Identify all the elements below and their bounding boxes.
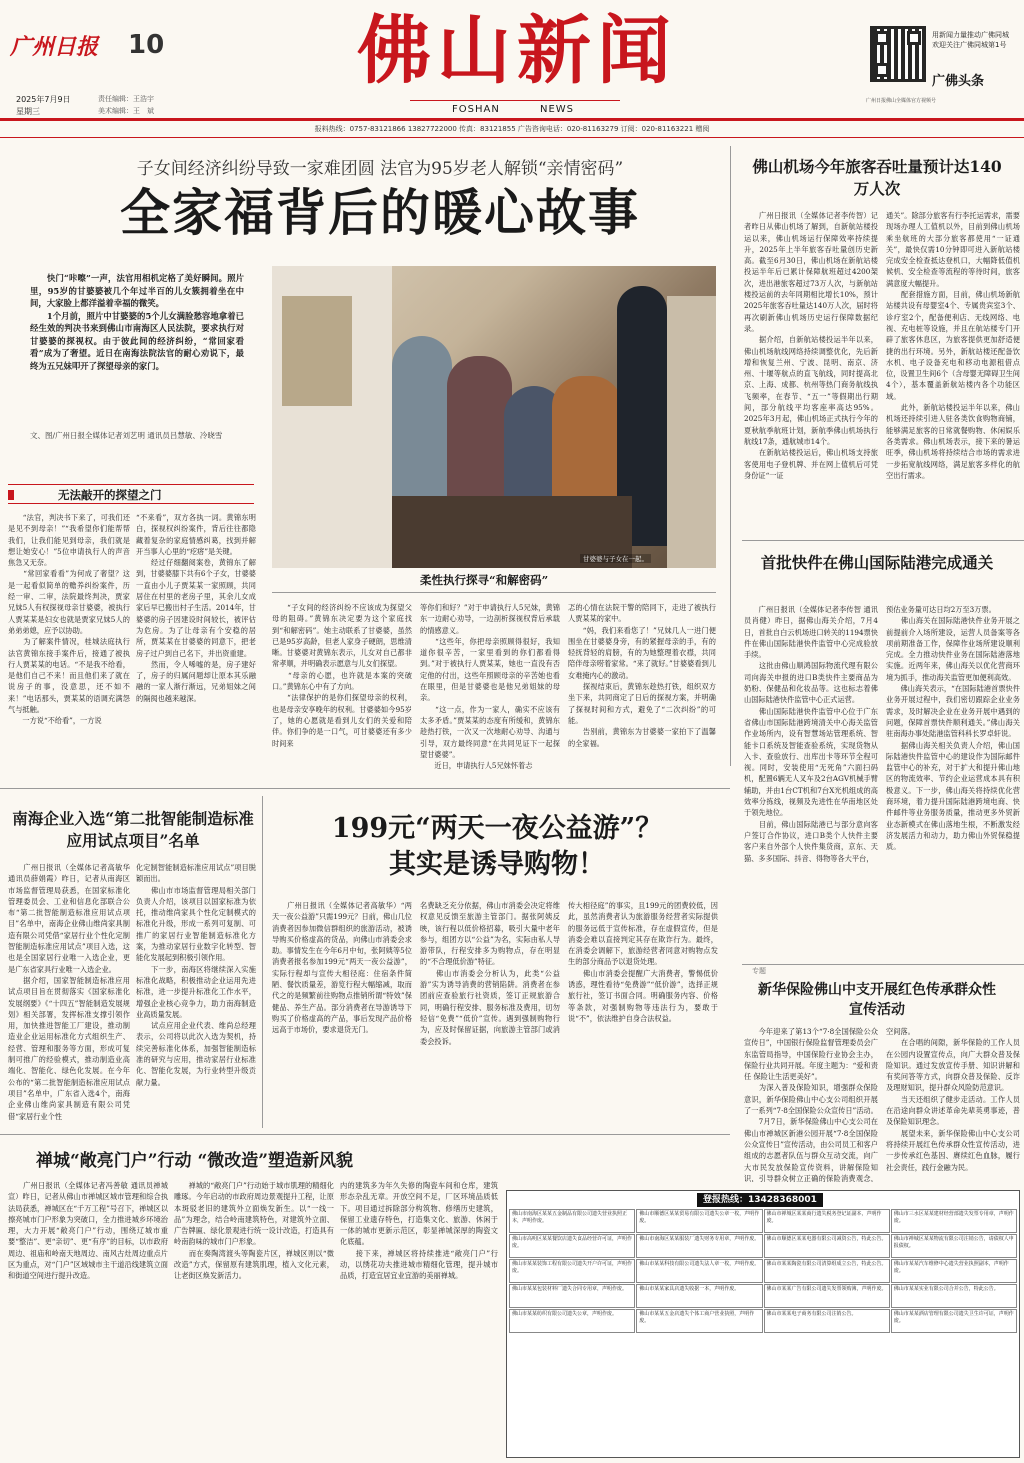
insurance-col-1: 今年迎来了第13个“7·8全国保险公众宣传日”，中国银行保险监督管理委员会广东监管局指导，中国保险行业协会主办，保险行业共同开展。年度主题为：“爱和责任 保险让生活更美好”。 为深入普及保险知识，增强群众保险意识，新华保险佛山中心支公司组织开展了一系列“7·8全国保险公众宣传日”活动。 7月7日，新华保险佛山中心支公司在佛山市禅城区新港公园开展“7·8全国保险公众宣传日”宣传活动，由公司员工和客户组成的志愿者队伍与群众互动交流，向广大市民发放保险宣传资料，讲解保险知识，引导群众树立正确的保险消费观念， <box>744 1027 878 1182</box>
editor-credit: 责任编辑：王浩宇 <box>98 95 154 103</box>
lead-col-3: “子女间的经济纠纷不应该成为探望父母的阻碍。”黄锦东决定要为这个家庭找到“和解密码”。她主动联系了甘婆婆，虽然已是95岁高龄，但老人家身子硬朗，思维清晰。甘婆婆对黄锦东表示，儿女对自己都非常孝顺，并明确表示愿意与儿女们探望。 “母亲的心愿，也许就是本案的突破口。”黄锦东心中有了方向。 “法律保护的是你们探望母亲的权利，也是母亲安享晚年的权利。甘婆婆如今95岁了，她的心愿就是看到儿女们的关爱和陪伴。你们争的是一口气，可甘婆婆还有多少时间来 <box>272 603 412 748</box>
classified-ad: 佛山市某某包装材料厂遗失合同专用章，声明作废。 <box>509 1284 635 1308</box>
airport-col-1: 广州日报讯（全媒体记者李传智）记者昨日从佛山机场了解到，自新航站楼投运以来，佛山机场运行保障效率持续提升，2025年上半年旅客吞吐量创历史新高。截至6月30日，佛山机场在新航站楼投运半年后已累计保障航班超过4200架次，进出港旅客超过73万人次，与新航站楼投运前的去年同期相比增长10%，预计2025年旅客吞吐量达140万人次，届时将再次刷新佛山机场历史运行保障数据纪录。 据介绍，自新航站楼投运半年以来，佛山机场航线网络持续调整优化，先后新增和恢复兰州、宁波、昆明、南京、济州、十堰等航点的直飞航线，同时提高北京、上海、成都、杭州等热门商务航线执飞频率，在春节、“五一”等假期出行期间，部分航线平均客座率高达95%。2025年3月起，佛山机场正式执行今年的夏秋航季航班计划，新航季佛山机场执行航线17条，通航城市14个。 在新航站楼投运后，佛山机场支持旅客使用电子登机牌、并在网上值机后可凭身份证“一证 <box>744 211 878 480</box>
classified-ad: 佛山市某某实业有限公司合并公告，特此公告。 <box>891 1284 1017 1308</box>
hotline-bar: 报料热线：0757-83121866 13827722000 传真：83121855 广告咨询电话：020-81163279 订阅：020-81163221 赠阅 <box>314 125 710 133</box>
insurance-tag: 专题 <box>752 967 766 975</box>
classified-ad: 佛山市顺德区某某贸易有限公司遗失公章一枚，声明作废。 <box>636 1209 762 1233</box>
nanhai-col-2: 化定制智能制造标准应用试点”项目脱颖而出。 佛山市市场监督管理局相关部门负责人介绍，该项目以国家标准为依托，推动维尚家具个性化定制模式的标准化升级，形成一系列可复制、可推广的家居行业智能制造标准化方案，为推动家居行业数字化转型、智能化发展起到积极引领作用。 下一步，南海区将继续深入实施标准化战略，积极推动企业运用先进标准，进一步提升标准化工作水平，增强企业核心竞争力，助力南海制造业高质量发展。 试点应用企业代表、维尚总经理表示，公司将以此次入选为契机，持续完善标准化体系，加强智能制造标准的研究与应用，推动家居行业标准化、智能化发展，为行业转型升级贡献力量。 <box>136 863 256 1087</box>
lead-subhead-1: 无法敲开的探望之门 <box>8 484 254 504</box>
tour-headline-1: 199元“两天一夜公益游”？ <box>331 813 663 844</box>
airport-col-2: 通关”。除部分旅客有行李托运需求，需要现场办理人工值机以外，目前到佛山机场乘坐航班的大部分旅客都使用“一证通关”，最快仅需10分钟即可进入新航站楼完成安全检查抵达登机口，大幅降低值机候机、安全检查等流程的等待时间，旅客满意度大幅提升。 配套措施方面，目前，佛山机场新航站楼共设有母婴室4个、专属贵宾室3个、诊疗室2个，配备便利店、无线网络、电视、充电桩等设施，并且在航站楼专门开辟了旅客休息区，为旅客提供更加舒适便捷的出行环境。另外，新航站楼还配备饮水机、电子设备充电和移动电源租借点位，设置卫生间6个（含母婴无障碍卫生间4个），基本覆盖新航站楼内各个功能区域。 此外，新航站楼投运半年以来，佛山机场还持续引进人驻各类饮食购物商铺，能够满足旅客的日常就餐购物、休闲娱乐各类需求。佛山机场表示，接下来的暑运旺季，佛山机场将持续结合市场的需求进一步拓宽航线网络，满足旅客多样化的航空出行需求。 <box>886 211 1020 480</box>
brand-sub: 广州日报佛山全媒体官方视频号 <box>866 98 937 104</box>
classified-ad: 佛山市禅城区某某商行遗失税务登记证副本，声明作废。 <box>764 1209 890 1233</box>
designer-credit: 美术编辑：王 斌 <box>98 107 154 115</box>
brand-label: 广佛头条 <box>932 74 985 89</box>
lead-col-4: 等你们和好？”对于申请执行人5兄妹，黄锦东一边耐心劝导，一边剖析探视权背后承载的情感意义。 “这些年，你把母亲照顾得很好，我知道你很辛苦，一家里看到的你们都看得到。”对于被执行人贾某某，她也一直没有否定他的付出，这些年照顾母亲的辛苦她也看在眼里，但是甘婆婆也是他兄弟姐妹的母亲。 “这一点，作为一家人，确实不应该有太多矛盾。”贾某某的态度有所缓和，黄锦东趁热打铁，一次又一次地耐心劝导、沟通与引导，双方最终同意“在共同见证下一起探望甘婆婆”。 近日，申请执行人5兄妹怀着忐 <box>420 603 560 771</box>
classified-ad: 佛山市某某广告有限公司遗失发票领购簿，声明作废。 <box>764 1284 890 1308</box>
classified-ad: 佛山市南海区某某五金制品有限公司遗失营业执照正本，声明作废。 <box>509 1209 635 1233</box>
section-sub-right: NEWS <box>540 104 575 115</box>
classified-ad: 佛山市某某陶瓷有限公司清算组成立公告，特此公告。 <box>764 1259 890 1283</box>
insurance-headline: 新华保险佛山中支开展红色传承群众性宣传活动 <box>758 982 996 1018</box>
classified-ad: 佛山市顺德区某某电器有限公司减资公告，特此公告。 <box>764 1234 890 1258</box>
tour-col-2: 名费缺乏充分依据，佛山市消委会决定将维权意见反馈至旅游主管部门。据张阿姨反映，该行程以低价格招募，吸引大量中老年参与，组团方以“公益”为名，实际由私人导游带队，行程安排多为购物点，存在明显的“不合理低价游”特征。 佛山市消委会分析认为，此类“公益游”实为诱导消费的营销陷阱。消费者在参团前应查验旅行社资质，签订正规旅游合同，明确行程安排、服务标准及费用，切勿轻信“免费”“低价”宣传。遇到强制购物行为，应及时保留证据，向旅游主管部门或消委会投诉。 <box>420 901 560 1046</box>
classified-ads <box>506 1190 1020 1458</box>
classified-ad: 佛山市某某装饰工程有限公司遗失开户许可证，声明作废。 <box>509 1259 635 1283</box>
express-col-1: 广州日报讯（全媒体记者李传智 通讯员肖健）昨日，据佛山海关介绍，7月4日，首批自白云机场进口转关的1194票快件在佛山国际陆港快件监管中心完成验放手续。 这批由佛山顺鸿国际物流代理有限公司向海关申报的进口B类快件主要商品为奶粉、保健品和化妆品等。这也标志着佛山国际陆港快件监管中心正式运营。 佛山国际陆港快件监管中心位于广东省佛山市国际陆港跨境清关中心海关监管作业场所内，设有智慧场站管理系统、智能卡口系统及智能查验系统，实现货物从入卡、查验放行、出库出卡等环节全程可视。同时，安装使用“无死角”六面扫码机，配置6辆无人叉车及2台AGV机械手臂辅助，并由1台CT机和7台X光机组成的高效率分拣线，视频及先进性在华南地区处于领先地位。 目前，佛山国际陆港已与部分意向客户签订合作协议，进口B类个人快件主要客户来自外部个人快件集货商，京东、天猫、多多国际、抖音、得物等各大平台， <box>744 605 878 863</box>
express-col-2: 预估业务量可达日均2万至3万票。 佛山海关在国际陆港快件业务开展之前提前介入场所建设，运营人员备案等各项前期准备工作，保障作业场所建设顺利完成。全力推动快件业务在国际陆港落地实施。近两年来，佛山海关以优化营商环境为抓手，推动海关监管更加便利高效。 佛山海关表示，“在国际陆港首票快件业务开展过程中，我们密切跟踪企业业务需求，及时解决企业在业务开展中遇到的问题，保障首票快件顺利通关。”佛山海关驻南海办事处陆港监管科科长罗卓轩说。 据佛山海关相关负责人介绍，佛山国际陆港快件监管中心的建设作为国际邮件监管中心的补充，对于扩大和提升佛山地区的物流效率、节约企业运营成本具有积极意义。下一步，佛山海关将持续优化营商环境，着力提升国际陆港跨境电商、快件邮件等业务服务质量，推动更多外贸新业态新模式在佛山落地生根，不断激发经济发展活力和动力，助力佛山外贸保稳提质。 <box>886 605 1020 852</box>
qr-caption: 用新闻力量推动广佛同城 欢迎关注广佛同城第1号 <box>932 31 1009 49</box>
classified-ad: 佛山市某某电子商务有限公司注销公告。 <box>764 1309 890 1333</box>
chancheng-col-3: 内的建筑多为年久失修的陶瓷车间和仓库，建筑形态杂乱无章。开放空间不足，厂区环境品质低下。项目通过拆除部分构筑物、修缮历史建筑，保留工业遗存特色，打造集文化、旅游、休闲于一体的城市更新示范区，彰显禅城深厚的陶瓷文化底蕴。 接下来，禅城区将持续推进“敞亮门户”行动，以绣花功夫推进城市精细化管理，提升城市品质，打造宜居宜业宜游的美丽禅城。 <box>340 1181 498 1281</box>
insurance-col-2: 空间落。 在合唱的间隙，新华保险的工作人员在公园内设置宣传点，向广大群众普及保险知识。通过发放宣传手册、知识讲解和有奖问答等方式，向群众普及保险、反诈及理财知识，提升群众风险防范意识。 当天还组织了健步走活动。工作人员在沿途向群众讲述革命先辈英勇事迹，普及保险知识理念。 展望未来，新华保险佛山中心支公司将持续开展红色传承群众性宣传活动，进一步传承红色基因、赓续红色血脉，履行社会责任，践行金融为民。 <box>886 1027 1020 1172</box>
lead-intro: 快门“咔嚓”一声，法官用相机定格了美好瞬间。照片里，95岁的甘婆婆被几个年过半百的儿女簇拥着坐在中间，大家脸上都洋溢着幸福的微笑。 1个月前，照片中甘婆婆的5个儿女满脸愁容地拿着已经生效的判决书来到佛山市南海区人民法院，要求执行对甘婆婆的探视权。由于彼此间的经济纠纷，“常回家看看”成为了奢望。近日在南海法院法官的耐心劝说下，最终为五兄妹叩开了探望母亲的家门。 <box>30 273 244 371</box>
chancheng-col-2: 禅城的“敞亮门户”行动始于城市肌理的精细化雕琢。今年启动的市政府周边景观提升工程，让原本斑驳老旧的建筑外立面焕发新生。以“一线一品”为理念，结合岭南建筑特色，对建筑外立面、广告牌匾、绿化景观进行统一设计改造，打造具有岭南韵味的城市门户形象。 而在奏陶湾渡头等陶瓷片区，禅城区则以“微改造”方式，保留原有建筑肌理，植入文化元素，让老街区焕发新活力。 <box>174 1181 334 1281</box>
masthead <box>0 0 1024 140</box>
lead-photo <box>272 266 716 568</box>
lead-col-5: 忑的心情在法院干警的陪同下，走进了被执行人贾某某的家中。 “妈，我们来看您了！”兄妹几人一进门便围坐在甘婆婆身旁，有的紧握母亲的手，有的轻抚背轻的肩膀，有的为她整理着衣襟，共同陪伴母亲唠着家常。“来了就好。”甘婆婆看到儿女难掩内心的激动。 探视结束后，黄锦东趁热打铁，组织双方坐下来，共同商定了日后的探视方案，并明确了探视时间和方式，避免了“二次纠纷”的可能。 告别前，黄锦东为甘婆婆一家拍下了温馨的全家福。 <box>568 603 716 748</box>
classified-ad: 佛山市某某家具店遗失收据一本，声明作废。 <box>636 1284 762 1308</box>
lead-kicker: 子女间经济纠纷导致一家难团圆 法官为95岁老人解锁“亲情密码” <box>136 159 624 179</box>
nanhai-col-1: 广州日报讯（全媒体记者高敏华 通讯员薛娟霞）昨日，记者从南海区市场监督管理局获悉，在国家标准化管理委员会、工业和信息化部联合公布“第二批智能制造标准应用试点项目”名单中，南海企业佛山维尚家具制造有限公司凭借“家居行业个性化定制智能制造标准应用试点”项目入选，这也是全国家居行业唯一入选企业，更是广东省家具行业唯一入选企业。 据介绍，国家智能制造标准应用试点项目旨在贯彻落实《国家标准化发展纲要》《“十四五”智能制造发展规划》相关部署，发挥标准支撑引领作用，加快推进智能工厂建设，推动制造业企业运用标准化方式组织生产、经营、管理和服务等方面，形成可复制可推广的经验模式，推动制造业高端化、智能化、绿色化发展。在今年公布的“第二批智能制造标准应用试点项目”名单中，广东省入选4个，南海企业佛山维尚家具制造有限公司凭借“家居行业个性 <box>8 863 130 1121</box>
lead-byline: 文、图/广州日报全媒体记者刘艺明 通讯员吕慧敏、冷晓雪 <box>30 431 223 440</box>
lead-headline: 全家福背后的暖心故事 <box>120 183 640 242</box>
chancheng-col-1: 广州日报讯（全媒体记者冯善敏 通讯员禅城宣）昨日，记者从佛山市禅城区城市管理和综合执法局获悉，禅城区在“千万工程”号召下，禅城区以擦亮城市门户形象为突破口，全力推进城乡环境治理，大力开展“敞亮门户”行动，围绕辽城市重要“整洁”、更“亲切”、更“有序”的目标，以市政府周边、祖庙和岭南天地周边、南风古灶周边重点片区为重点，对“门户”区域城市主干道沿线建筑立面和街道空间进行提升改造。 <box>8 1181 168 1281</box>
section-sub-left: FOSHAN <box>452 104 500 115</box>
tour-col-3: 传大相径庭”的事实，且199元的团费较低，因此，虽然消费者认为旅游服务经营者实际提供的服务远低于宣传标准，存在虚假宣传，但是消委会难以直接判定其存在欺诈行为。最终，在消委会调解下，旅游经营者同意对购物点发生的部分商品予以退货处理。 佛山市消委会提醒广大消费者，警惕低价诱惑，理性看待“免费游”“低价游”，选择正规旅行社，签订书面合同。明确服务内容、价格等条款，对强制购物等违法行为，要敢于说“不”，依法维护自身合法权益。 <box>568 901 718 1023</box>
classified-ad: 佛山市高明区某某餐饮店遗失食品经营许可证，声明作废。 <box>509 1234 635 1258</box>
lead-subhead-2: 柔性执行探寻“和解密码” <box>420 573 549 587</box>
classified-ad: 佛山市南海区某某服装厂遗失财务专用章，声明作废。 <box>636 1234 762 1258</box>
classified-ad: 佛山市禅城区某某物流有限公司注销公告，请债权人申报债权。 <box>891 1234 1017 1258</box>
newspaper-logo: 广州日报 <box>10 34 99 60</box>
classified-ad: 佛山市某某纺织有限公司遗失公章，声明作废。 <box>509 1309 635 1333</box>
express-headline: 首批快件在佛山国际陆港完成通关 <box>760 553 994 572</box>
classified-ad: 佛山市某某五金店遗失个体工商户营业执照，声明作废。 <box>636 1309 762 1333</box>
page-number: 10 <box>128 30 165 60</box>
chancheng-headline: 禅城“敞亮门户”行动 “微改造”塑造新风貌 <box>36 1151 354 1171</box>
classified-ad: 佛山市三水区某某建材经营部遗失发票专用章，声明作废。 <box>891 1209 1017 1233</box>
classified-ad: 佛山市某某汽车维修中心遗失营业执照副本，声明作废。 <box>891 1259 1017 1283</box>
ads-hotline: 登报热线：13428368001 <box>697 1193 823 1207</box>
lead-col-2: “不来看”，双方各执一词。黄锦东明白，探视权纠纷案件，背后往往都隐藏着复杂的家庭情感纠葛，找到并解开当事人心里的“疙瘩”是关键。 经过仔细翻阅案卷，黄锦东了解到，甘婆婆膝下共有6个子女，甘婆婆一直由小儿子贾某某一家照顾，共同居住在村里的老房子里，其余儿女成家后早已搬出村子生活。2014年，甘婆婆的房子因建设时间较长，被评估为危房。为了让母亲有个安稳的居所，贾某某在甘婆婆的同意下，把老房子过户到自己名下，并出资重建。 然而，令人唏嘘的是，房子建好了，房子的归属问题却让原本其乐融融的一家人渐行渐远，兄弟姐妹之间的隔阂也越来越深。 <box>136 513 256 703</box>
tour-headline-2: 其实是诱导购物！ <box>389 849 605 880</box>
section-title: 佛山新闻 <box>357 8 677 94</box>
qr-code-icon[interactable] <box>870 26 926 82</box>
classified-ad: 佛山市某某科技有限公司遗失法人章一枚，声明作废。 <box>636 1259 762 1283</box>
airport-headline: 佛山机场今年旅客吞吐量预计达140万人次 <box>752 157 1002 198</box>
nanhai-headline: 南海企业入选“第二批智能制造标准应用试点项目”名单 <box>12 809 254 850</box>
issue-weekday: 星期三 <box>16 107 40 116</box>
issue-date: 2025年7月9日 <box>16 95 71 104</box>
tour-col-1: 广州日报讯（全媒体记者高敏华）“两天一夜公益游”只需199元？日前，佛山几位消费者因参加微信群组织的旅游活动，被诱导购买价格虚高的货品，向佛山市消委会求助。事情发生在今年6月中旬，张阿姨等5位消费者报名参加199元“两天一夜公益游”，实际行程却与宣传大相径庭：住宿条件简陋、餐饮质量差，游览行程大幅缩减，取而代之的是频繁前往购物点推销所谓“特效”保健品、养生产品。部分消费者在导游诱导下购买了价格虚高的产品，事后发现产品价格远高于市场价，要求退货无门。 <box>272 901 412 1035</box>
classified-ad: 佛山市某某酒店管理有限公司遗失卫生许可证，声明作废。 <box>891 1309 1017 1333</box>
lead-col-1: “法官，判决书下来了，可我们还是见不到母亲！”“我希望你们能帮帮我们，让我们能见到母亲，我们就是想让她安心！”5位申请执行人的声音焦急又无奈。 “常回家看看”为何成了奢望？这是一起看似简单的赡养纠纷案件，历经一审、二审，法院最终判决，贾家兄妹5人有权探视母亲甘婆婆，被执行人贾某某是妇女也就是贾家兄妹5人的弟弟弟媳，应予以协助。 为了解案件情况，桂城法庭执行法官黄锦东接手案件后，接通了被执行人贾某某的电话。“不是我不给看，是他们自己不来！而且他们来了就在说房子的事，没意思，还不如不来！”电话那头，贾某某的语调充满怨气与抵触。 一方说“不给看”，一方说 <box>8 513 130 726</box>
photo-caption: 甘婆婆与子女在一起。 <box>580 554 651 563</box>
